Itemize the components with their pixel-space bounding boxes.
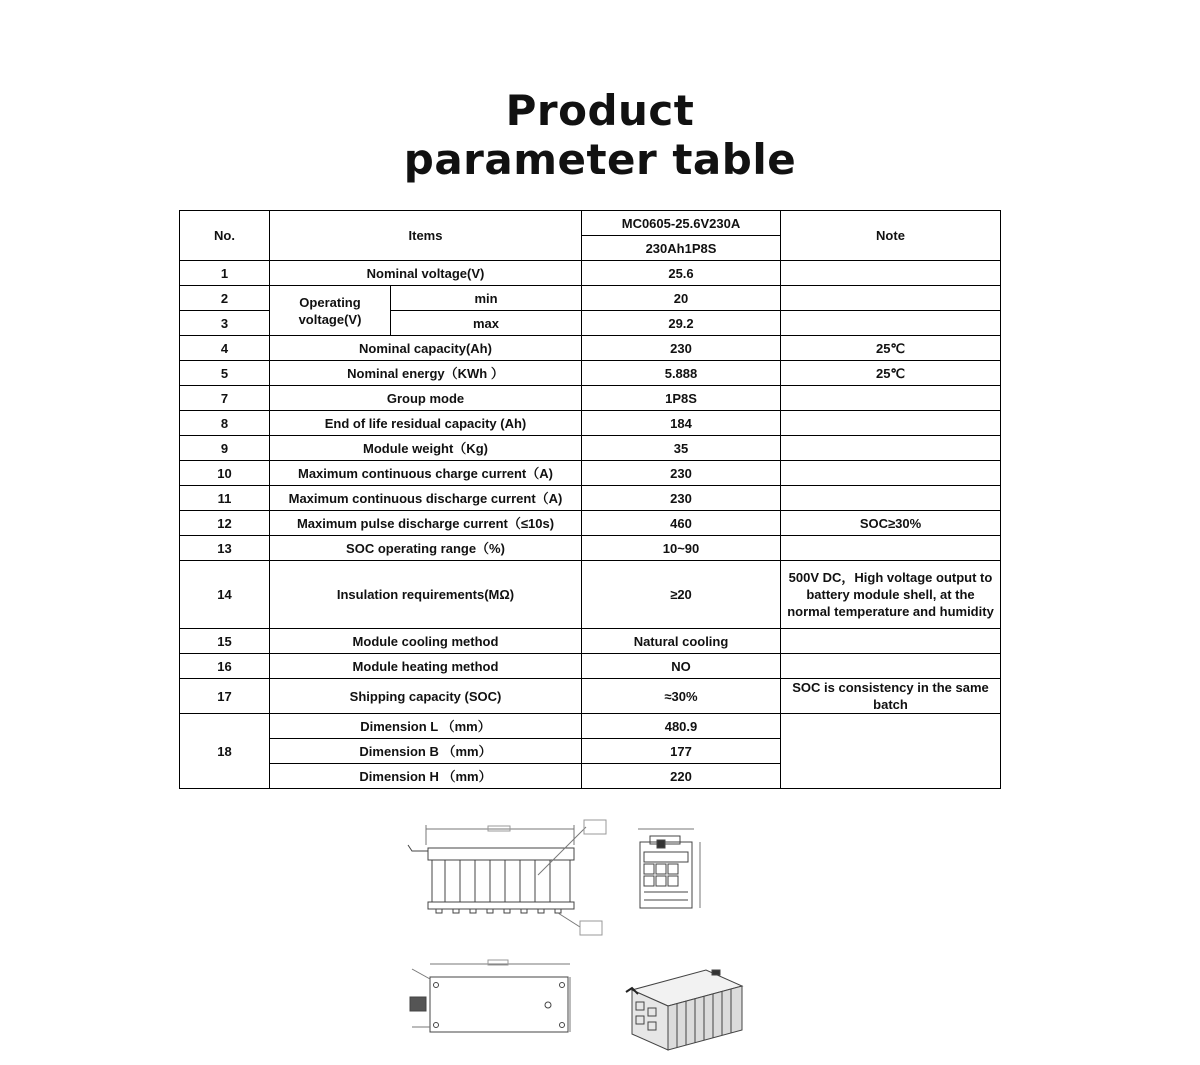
row-no: 10 bbox=[180, 461, 270, 486]
row-note bbox=[781, 436, 1001, 461]
row-value: 230 bbox=[582, 336, 781, 361]
row-value: 10~90 bbox=[582, 536, 781, 561]
row-item: Dimension B （mm） bbox=[270, 739, 582, 764]
row-no: 1 bbox=[180, 261, 270, 286]
table-row bbox=[180, 679, 1001, 714]
side-view-drawing bbox=[628, 822, 718, 922]
row-note bbox=[781, 629, 1001, 654]
row-value: ≈30% bbox=[582, 679, 781, 714]
row-value: 35 bbox=[582, 436, 781, 461]
row-note: SOC≥30% bbox=[781, 511, 1001, 536]
title-line-2: parameter table bbox=[403, 135, 797, 184]
row-item: Maximum continuous discharge current（A) bbox=[270, 486, 582, 511]
row-item: Insulation requirements(MΩ) bbox=[270, 561, 582, 629]
row-value: 220 bbox=[582, 764, 781, 789]
row-value: 25.6 bbox=[582, 261, 781, 286]
top-view-drawing bbox=[398, 955, 588, 1040]
page-title bbox=[0, 86, 1200, 184]
row-no: 12 bbox=[180, 511, 270, 536]
table-row bbox=[180, 654, 1001, 679]
row-note bbox=[781, 286, 1001, 311]
row-no: 16 bbox=[180, 654, 270, 679]
row-item: Nominal energy（KWh ） bbox=[270, 361, 582, 386]
row-no: 4 bbox=[180, 336, 270, 361]
row-note bbox=[781, 461, 1001, 486]
row-note bbox=[781, 714, 1001, 789]
front-view-drawing bbox=[398, 815, 608, 940]
row-value: 5.888 bbox=[582, 361, 781, 386]
row-item: Dimension H （mm） bbox=[270, 764, 582, 789]
row-value: Natural cooling bbox=[582, 629, 781, 654]
row-note: 25℃ bbox=[781, 336, 1001, 361]
row-note: SOC is consistency in the same batch bbox=[781, 679, 1001, 714]
table-header-row bbox=[180, 211, 1001, 236]
row-subitem: min bbox=[391, 286, 582, 311]
row-note bbox=[781, 654, 1001, 679]
table-row bbox=[180, 511, 1001, 536]
row-note bbox=[781, 386, 1001, 411]
row-note bbox=[781, 411, 1001, 436]
table-row bbox=[180, 261, 1001, 286]
row-no: 8 bbox=[180, 411, 270, 436]
row-item: Maximum continuous charge current（A) bbox=[270, 461, 582, 486]
row-item: Nominal capacity(Ah) bbox=[270, 336, 582, 361]
row-group: Operating voltage(V) bbox=[270, 286, 391, 336]
row-value: 230 bbox=[582, 461, 781, 486]
row-subitem: max bbox=[391, 311, 582, 336]
header-model-line-2: 230Ah1P8S bbox=[582, 236, 781, 261]
header-items: Items bbox=[270, 211, 582, 261]
row-value: 230 bbox=[582, 486, 781, 511]
row-item: Module weight（Kg) bbox=[270, 436, 582, 461]
header-note: Note bbox=[781, 211, 1001, 261]
row-value: 184 bbox=[582, 411, 781, 436]
row-value: 480.9 bbox=[582, 714, 781, 739]
row-note bbox=[781, 536, 1001, 561]
header-no: No. bbox=[180, 211, 270, 261]
row-value: 1P8S bbox=[582, 386, 781, 411]
table-row bbox=[180, 436, 1001, 461]
row-item: Module heating method bbox=[270, 654, 582, 679]
row-note bbox=[781, 311, 1001, 336]
table-row bbox=[180, 536, 1001, 561]
row-no: 5 bbox=[180, 361, 270, 386]
table-row bbox=[180, 714, 1001, 739]
row-item: Shipping capacity (SOC) bbox=[270, 679, 582, 714]
row-no: 15 bbox=[180, 629, 270, 654]
row-no: 14 bbox=[180, 561, 270, 629]
table-row bbox=[180, 411, 1001, 436]
row-note: 500V DC，High voltage output to battery module shell, at the normal temperature and humidity bbox=[781, 561, 1001, 629]
table-row bbox=[180, 361, 1001, 386]
row-value: 20 bbox=[582, 286, 781, 311]
table-row bbox=[180, 336, 1001, 361]
table-row bbox=[180, 561, 1001, 629]
row-no: 2 bbox=[180, 286, 270, 311]
row-item: SOC operating range（%) bbox=[270, 536, 582, 561]
row-note bbox=[781, 261, 1001, 286]
title-line-1: Product bbox=[505, 86, 695, 135]
table-row bbox=[180, 486, 1001, 511]
row-no: 11 bbox=[180, 486, 270, 511]
row-no: 13 bbox=[180, 536, 270, 561]
row-no: 7 bbox=[180, 386, 270, 411]
row-value: ≥20 bbox=[582, 561, 781, 629]
header-model-line-1: MC0605-25.6V230A bbox=[582, 211, 781, 236]
row-no: 3 bbox=[180, 311, 270, 336]
row-item: Dimension L （mm） bbox=[270, 714, 582, 739]
row-no: 9 bbox=[180, 436, 270, 461]
row-item: End of life residual capacity (Ah) bbox=[270, 411, 582, 436]
parameter-table bbox=[179, 210, 1001, 789]
row-note: 25℃ bbox=[781, 361, 1001, 386]
isometric-view-drawing bbox=[618, 962, 748, 1057]
row-item: Maximum pulse discharge current（≤10s) bbox=[270, 511, 582, 536]
row-no: 18 bbox=[180, 714, 270, 789]
row-item: Nominal voltage(V) bbox=[270, 261, 582, 286]
table-row bbox=[180, 386, 1001, 411]
row-value: NO bbox=[582, 654, 781, 679]
row-value: 177 bbox=[582, 739, 781, 764]
row-no: 17 bbox=[180, 679, 270, 714]
row-item: Module cooling method bbox=[270, 629, 582, 654]
table-row bbox=[180, 629, 1001, 654]
row-value: 460 bbox=[582, 511, 781, 536]
table-row bbox=[180, 461, 1001, 486]
row-note bbox=[781, 486, 1001, 511]
table-row bbox=[180, 286, 1001, 311]
row-item: Group mode bbox=[270, 386, 582, 411]
row-value: 29.2 bbox=[582, 311, 781, 336]
